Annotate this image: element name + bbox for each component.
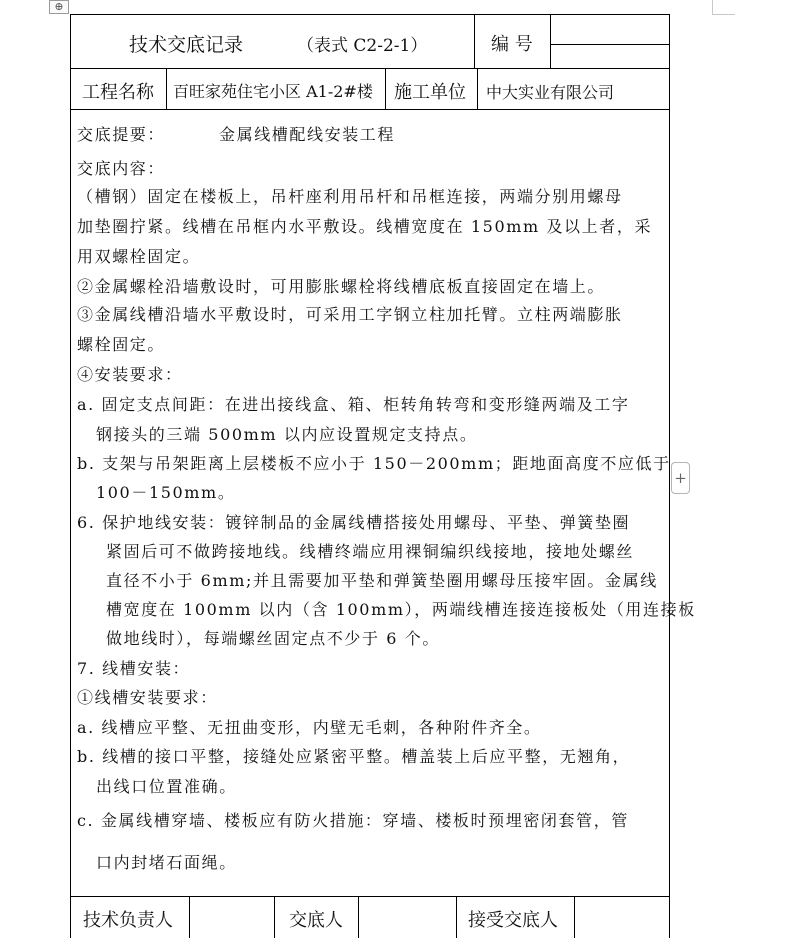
project-name-label: 工程名称	[82, 82, 154, 103]
content-line: ②金属螺栓沿墙敷设时，可用膨胀螺栓将线槽底板直接固定在墙上。	[77, 277, 606, 296]
content-line: c. 金属线槽穿墙、楼板应有防火措施：穿墙、楼板时预埋密闭套管，管	[77, 811, 629, 830]
tech-lead-label: 技术负责人	[83, 910, 173, 931]
content-line: 做地线时），每端螺丝固定点不少于 6 个。	[106, 629, 440, 648]
project-name-value[interactable]: 百旺家苑住宅小区 A1-2#楼	[173, 82, 373, 101]
content-line: 紧固后可不做跨接地线。线槽终端应用裸铜编织线接地，接地处螺丝	[106, 542, 635, 561]
content-line: 7. 线槽安装：	[77, 659, 191, 678]
content-line: 出线口位置准确。	[96, 777, 237, 796]
tech-lead-signature-field[interactable]	[191, 898, 273, 936]
number-label: 编 号	[491, 34, 533, 55]
table-move-handle-icon[interactable]: ⊕	[49, 0, 69, 14]
receiver-label: 接受交底人	[468, 910, 558, 931]
content-line: a. 固定支点间距：在进出接线盒、箱、柜转角转弯和变形缝两端及工字	[77, 395, 630, 414]
content-line: 加垫圈拧紧。线槽在吊框内水平敷设。线槽宽度在 150mm 及以上者，采	[77, 217, 653, 236]
summary-value[interactable]: 金属线槽配线安装工程	[219, 125, 396, 144]
content-line: 用双螺栓固定。	[77, 247, 201, 266]
content-line: b. 支架与吊架距离上层楼板不应小于 150－200mm；距地面高度不应低于	[77, 454, 671, 473]
content-line: ④安装要求：	[77, 365, 183, 384]
form-title: 技术交底记录	[129, 34, 244, 56]
construction-unit-value[interactable]: 中大实业有限公司	[486, 83, 615, 102]
content-line: 100－150mm。	[96, 483, 236, 502]
form-code: （表式 C2-2-1）	[297, 36, 428, 56]
content-label: 交底内容：	[77, 159, 166, 178]
content-line: （槽钢）固定在楼板上，吊杆座利用吊杆和吊框连接，两端分别用螺母	[77, 187, 623, 206]
content-line: 槽宽度在 100mm 以内（含 100mm），两端线槽连接连接板处（用连接板	[106, 600, 696, 619]
content-line: ①线槽安装要求：	[77, 688, 218, 707]
content-line: 直径不小于 6mm;并且需要加平垫和弹簧垫圈用螺母压接牢固。金属线	[106, 571, 658, 590]
page-corner-mark	[712, 0, 735, 15]
content-line: ③金属线槽沿墙水平敷设时，可采用工字钢立柱加托臂。立柱两端膨胀	[77, 305, 623, 324]
discloser-label: 交底人	[289, 910, 343, 931]
summary-label: 交底提要：	[77, 125, 166, 144]
content-line: a. 线槽应平整、无扭曲变形，内壁无毛刺，各种附件齐全。	[77, 718, 542, 737]
content-line: 螺栓固定。	[77, 335, 166, 354]
receiver-signature-field[interactable]	[576, 898, 668, 936]
discloser-signature-field[interactable]	[360, 898, 455, 936]
content-line: b. 线槽的接口平整，接缝处应紧密平整。槽盖装上后应平整，无翘角，	[77, 747, 631, 766]
construction-unit-label: 施工单位	[394, 82, 466, 103]
content-line: 口内封堵石面绳。	[96, 853, 237, 872]
content-line: 钢接头的三端 500mm 以内应设置规定支持点。	[96, 425, 478, 444]
content-line: 6. 保护地线安装：镀锌制品的金属线槽搭接处用螺母、平垫、弹簧垫圈	[77, 513, 631, 532]
add-row-button[interactable]: +	[671, 462, 690, 494]
